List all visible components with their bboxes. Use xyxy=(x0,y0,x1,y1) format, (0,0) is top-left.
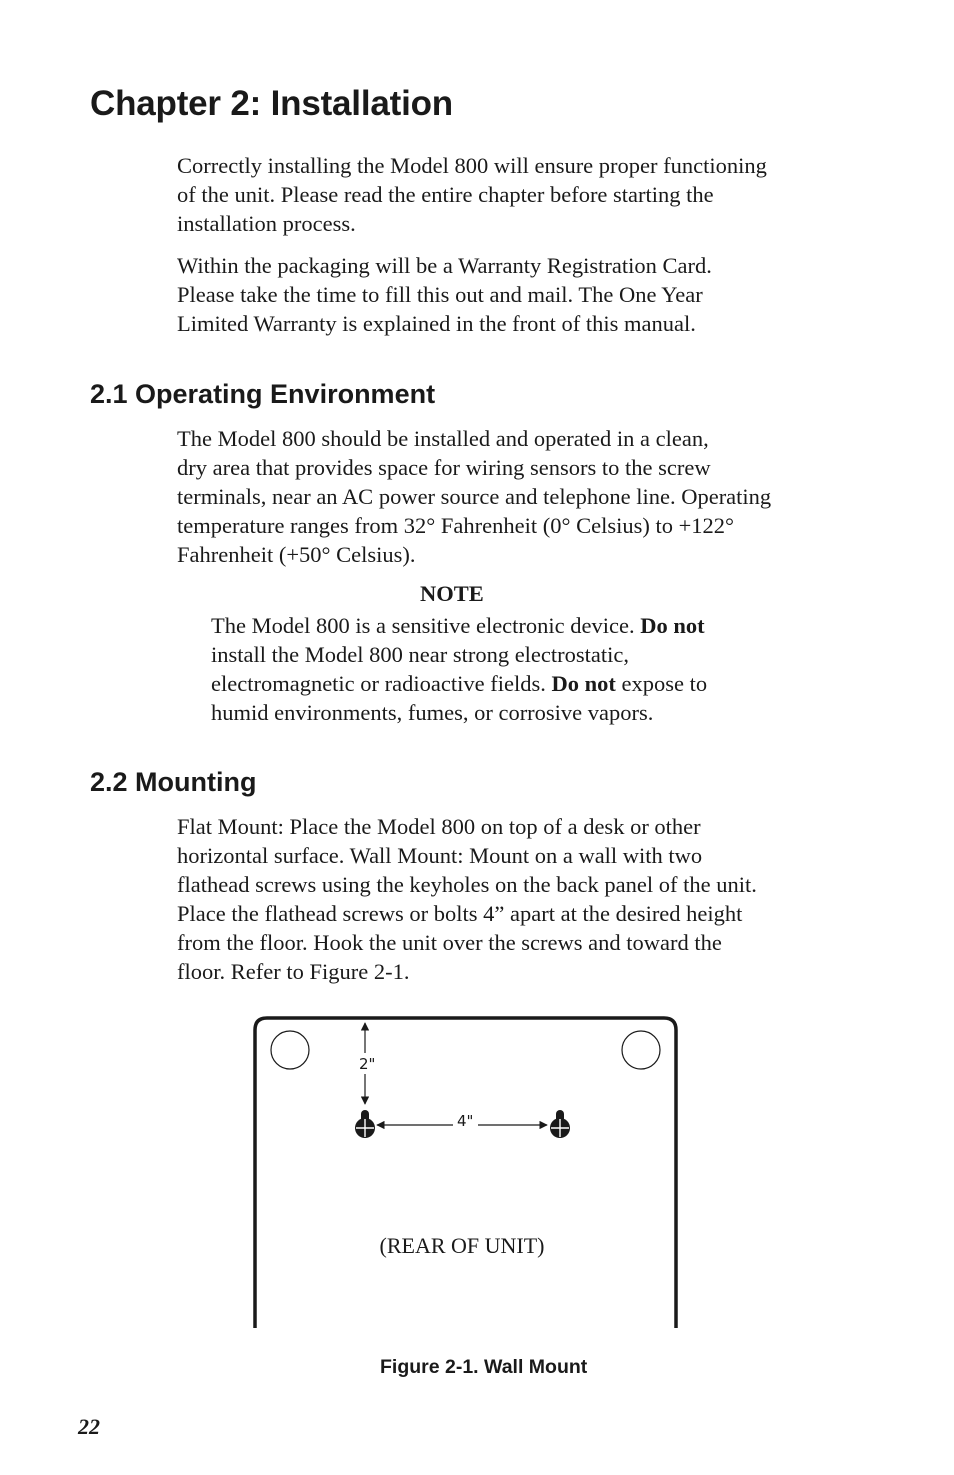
vertical-dimension-label: 2" xyxy=(359,1055,376,1073)
intro-paragraph-1: Correctly installing the Model 800 will ensure proper functioning of the unit. Please read the entire chapter before starting the installation process. xyxy=(177,153,767,236)
note-text-1: The Model 800 is a sensitive electronic device. xyxy=(211,613,641,638)
note-title: NOTE xyxy=(420,581,484,606)
unit-outline xyxy=(255,1018,676,1328)
note-emphasis-2: Do not xyxy=(551,671,616,696)
chapter-title: Chapter 2: Installation xyxy=(90,84,453,123)
mounting-body: Flat Mount: Place the Model 800 on top of a desk or other horizontal surface. Wall Mount: Mount on a wall with two flathead screws using the keyholes on the back panel of the unit. Place the flathead screws or bolts 4” apart at the desired height from the floor. Hook the unit over the screws and toward the floor. Refer to Figure 2-1. xyxy=(177,814,757,984)
corner-hole-left-icon xyxy=(271,1031,309,1069)
rear-of-unit-label: (REAR OF UNIT) xyxy=(379,1233,545,1258)
wall-mount-figure xyxy=(250,1012,682,1335)
note-text-3: expose to humid environments, fumes, or corrosive vapors. xyxy=(211,671,708,725)
note-emphasis-1: Do not xyxy=(640,613,705,638)
keyhole-left-icon xyxy=(355,1110,375,1138)
page-number: 22 xyxy=(78,1414,100,1439)
corner-hole-right-icon xyxy=(622,1031,660,1069)
note-text-2: install the Model 800 near strong electrostatic, electromagnetic or radioactive fields. xyxy=(211,642,630,696)
intro-paragraph-2: Within the packaging will be a Warranty Registration Card. Please take the time to fill this out and mail. The One Year Limited Warranty is explained in the front of this manual. xyxy=(177,253,712,336)
operating-environment-body: The Model 800 should be installed and operated in a clean, dry area that provides space for wiring sensors to the screw terminals, near an AC power source and telephone line. Operating temperature ranges from 32° Fahrenheit (0° Celsius) to +122° Fahrenheit (+50° Celsius). xyxy=(177,426,772,567)
section-heading-operating-environment: 2.1 Operating Environment xyxy=(90,379,436,409)
wall-mount-diagram xyxy=(250,1012,682,1330)
horizontal-dimension-label: 4" xyxy=(457,1112,474,1130)
note-body xyxy=(211,611,751,727)
keyhole-right-icon xyxy=(550,1110,570,1138)
figure-caption: Figure 2-1. Wall Mount xyxy=(380,1356,588,1378)
section-heading-mounting: 2.2 Mounting xyxy=(90,767,257,797)
